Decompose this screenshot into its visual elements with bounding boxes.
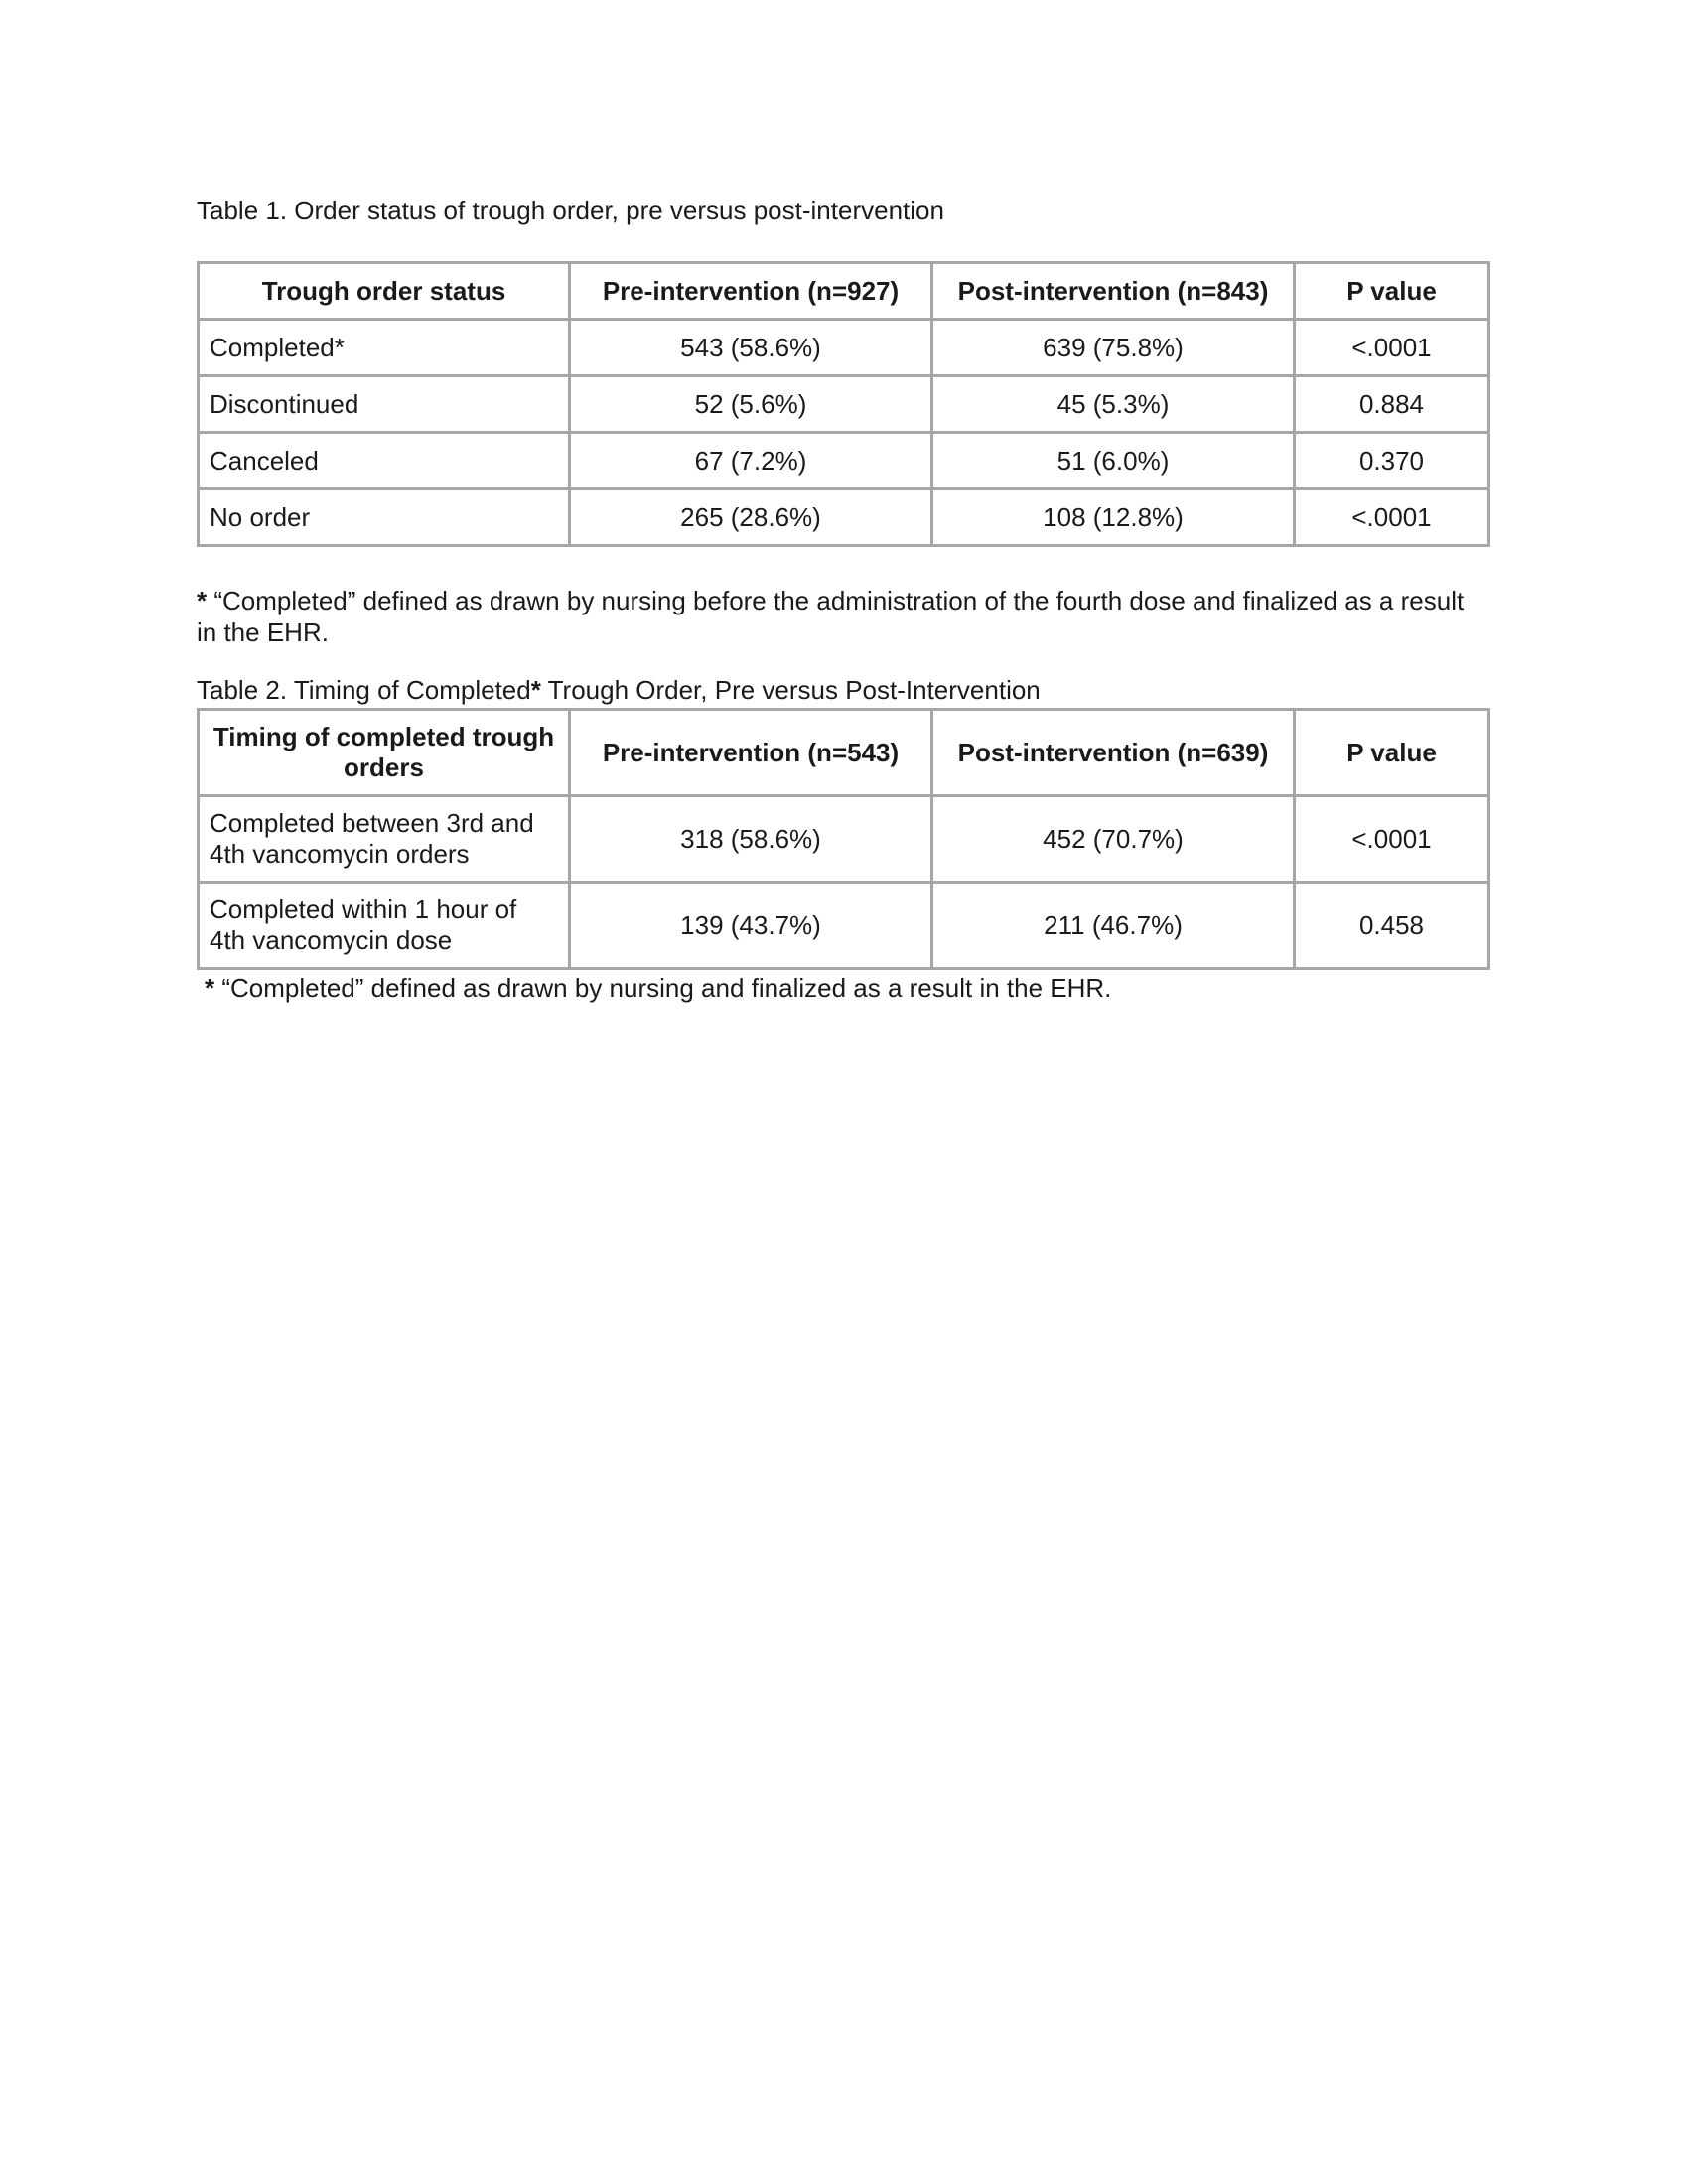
table2-header-pvalue: P value bbox=[1295, 710, 1489, 796]
table-cell: Discontinued bbox=[199, 376, 570, 433]
table-cell: 318 (58.6%) bbox=[570, 796, 932, 883]
footnote-text: “Completed” defined as drawn by nursing before the administration of the fourth dose and finalized as a result in the EHR. bbox=[197, 586, 1465, 647]
caption-star: * bbox=[530, 675, 541, 705]
table-cell: 0.884 bbox=[1295, 376, 1489, 433]
table2-header-timing: Timing of completed trough orders bbox=[199, 710, 570, 796]
table-cell: No order bbox=[199, 489, 570, 546]
table-cell: Completed* bbox=[199, 320, 570, 376]
footnote-star: * bbox=[205, 973, 215, 1003]
table-cell: Completed within 1 hour of 4th vancomycin dose bbox=[199, 883, 570, 969]
table2-caption bbox=[197, 674, 1487, 706]
document-page bbox=[197, 195, 1487, 1004]
table-row bbox=[199, 883, 1489, 969]
footnote-star: * bbox=[197, 586, 208, 615]
table2-header-row bbox=[199, 710, 1489, 796]
table2-footnote bbox=[197, 972, 1487, 1004]
table-cell: <.0001 bbox=[1295, 489, 1489, 546]
table2-header-pre: Pre-intervention (n=543) bbox=[570, 710, 932, 796]
table-cell: 139 (43.7%) bbox=[570, 883, 932, 969]
table-cell: 67 (7.2%) bbox=[570, 433, 932, 489]
table-cell: 51 (6.0%) bbox=[932, 433, 1295, 489]
table-cell: 52 (5.6%) bbox=[570, 376, 932, 433]
table2 bbox=[197, 708, 1490, 970]
caption-text: Trough Order, Pre versus Post-Intervention bbox=[540, 675, 1041, 705]
table-row bbox=[199, 489, 1489, 546]
table-cell: Canceled bbox=[199, 433, 570, 489]
table-cell: <.0001 bbox=[1295, 320, 1489, 376]
table-cell: <.0001 bbox=[1295, 796, 1489, 883]
table-cell: 211 (46.7%) bbox=[932, 883, 1295, 969]
table-row bbox=[199, 796, 1489, 883]
table1 bbox=[197, 261, 1490, 547]
footnote-text: “Completed” defined as drawn by nursing and finalized as a result in the EHR. bbox=[214, 973, 1112, 1003]
table-cell: 0.370 bbox=[1295, 433, 1489, 489]
table1-header-post: Post-intervention (n=843) bbox=[932, 263, 1295, 320]
table1-footnote bbox=[197, 585, 1487, 648]
table-cell: 108 (12.8%) bbox=[932, 489, 1295, 546]
table-cell: 0.458 bbox=[1295, 883, 1489, 969]
table-cell: 543 (58.6%) bbox=[570, 320, 932, 376]
table-cell: Completed between 3rd and 4th vancomycin orders bbox=[199, 796, 570, 883]
table1-header-row bbox=[199, 263, 1489, 320]
table1-caption: Table 1. Order status of trough order, pre versus post-intervention bbox=[197, 196, 944, 225]
table-cell: 265 (28.6%) bbox=[570, 489, 932, 546]
table-cell: 45 (5.3%) bbox=[932, 376, 1295, 433]
table-cell: 452 (70.7%) bbox=[932, 796, 1295, 883]
table-cell: 639 (75.8%) bbox=[932, 320, 1295, 376]
table2-header-post: Post-intervention (n=639) bbox=[932, 710, 1295, 796]
table-row bbox=[199, 376, 1489, 433]
table-row bbox=[199, 320, 1489, 376]
table1-header-pre: Pre-intervention (n=927) bbox=[570, 263, 932, 320]
table1-header-pvalue: P value bbox=[1295, 263, 1489, 320]
caption-text: Table 2. Timing of Completed bbox=[197, 675, 531, 705]
table1-header-status: Trough order status bbox=[199, 263, 570, 320]
table-row bbox=[199, 433, 1489, 489]
